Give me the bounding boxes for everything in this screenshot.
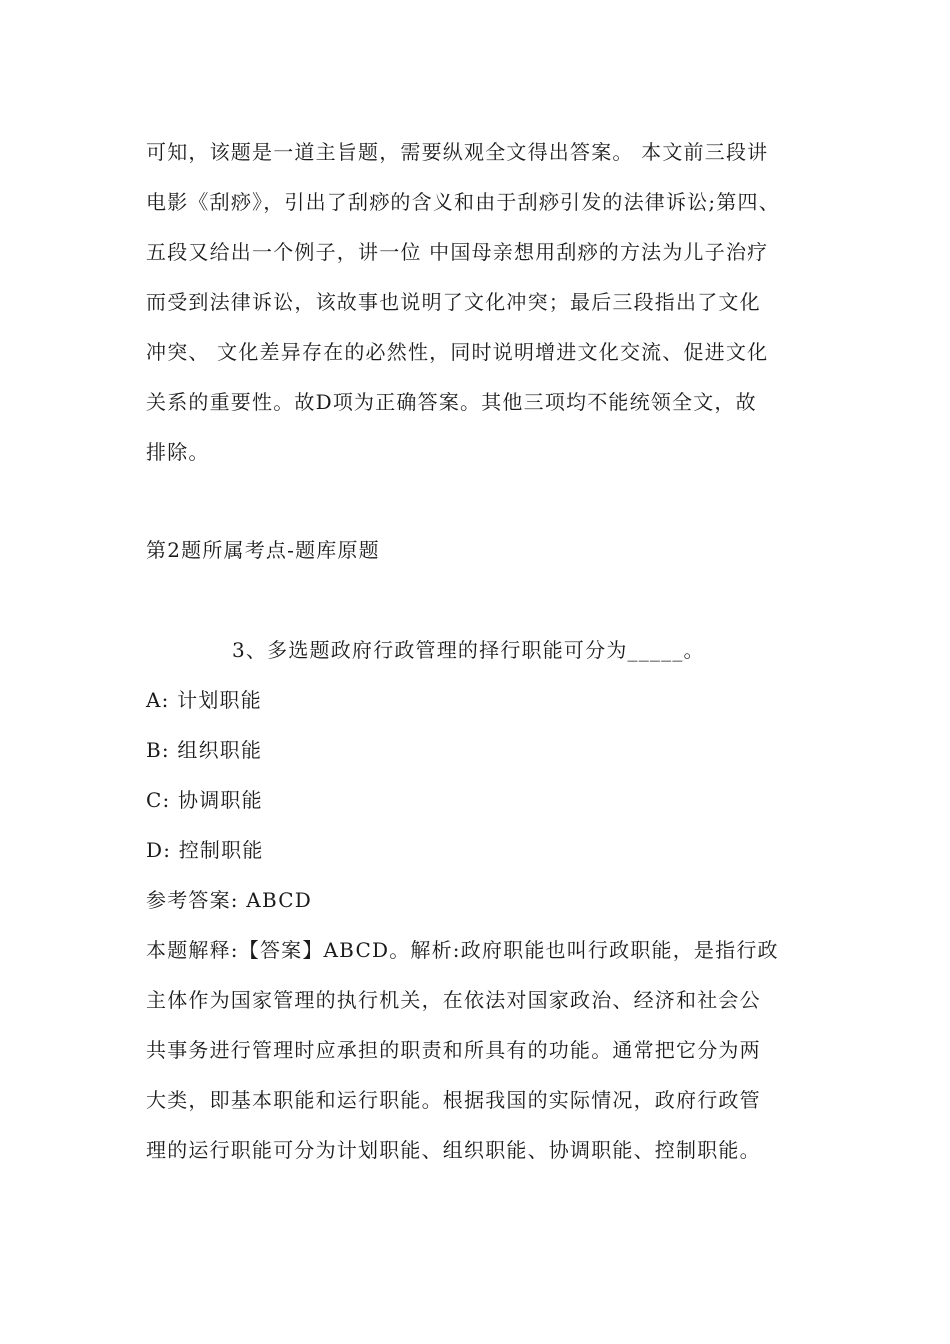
text-line: 理的运行职能可分为计划职能、组织职能、协调职能、控制职能。 xyxy=(146,1138,761,1162)
reference-answer: 参考答案: ABCD xyxy=(146,888,312,912)
question-title: 3、多选题政府行政管理的择行职能可分为_____。 xyxy=(232,638,705,662)
text-line: 五段又给出一个例子，讲一位 中国母亲想用刮痧的方法为儿子治疗 xyxy=(146,240,769,264)
text-line: 共事务进行管理时应承担的职责和所具有的功能。通常把它分为两 xyxy=(146,1038,761,1062)
text-line: 可知，该题是一道主旨题，需要纵观全文得出答案。 本文前三段讲 xyxy=(146,140,769,164)
option-a: A: 计划职能 xyxy=(146,688,262,712)
knowledge-point: 第2题所属考点-题库原题 xyxy=(146,538,380,562)
option-b: B: 组织职能 xyxy=(146,738,263,762)
text-line: 主体作为国家管理的执行机关，在依法对国家政治、经济和社会公 xyxy=(146,988,761,1012)
text-line: 电影《刮痧》，引出了刮痧的含义和由于刮痧引发的法律诉讼;第四、 xyxy=(146,190,780,214)
text-line: 关系的重要性。故D项为正确答案。其他三项均不能统领全文，故 xyxy=(146,390,757,414)
option-d: D: 控制职能 xyxy=(146,838,264,862)
text-line: 而受到法律诉讼，该故事也说明了文化冲突；最后三段指出了文化 xyxy=(146,290,761,314)
text-line: 大类，即基本职能和运行职能。根据我国的实际情况，政府行政管 xyxy=(146,1088,761,1112)
option-c: C: 协调职能 xyxy=(146,788,263,812)
text-line: 排除。 xyxy=(146,440,210,464)
text-line: 冲突、 文化差异存在的必然性，同时说明增进文化交流、促进文化 xyxy=(146,340,769,364)
text-line: 本题解释:【答案】ABCD。解析:政府职能也叫行政职能，是指行政 xyxy=(146,938,779,962)
